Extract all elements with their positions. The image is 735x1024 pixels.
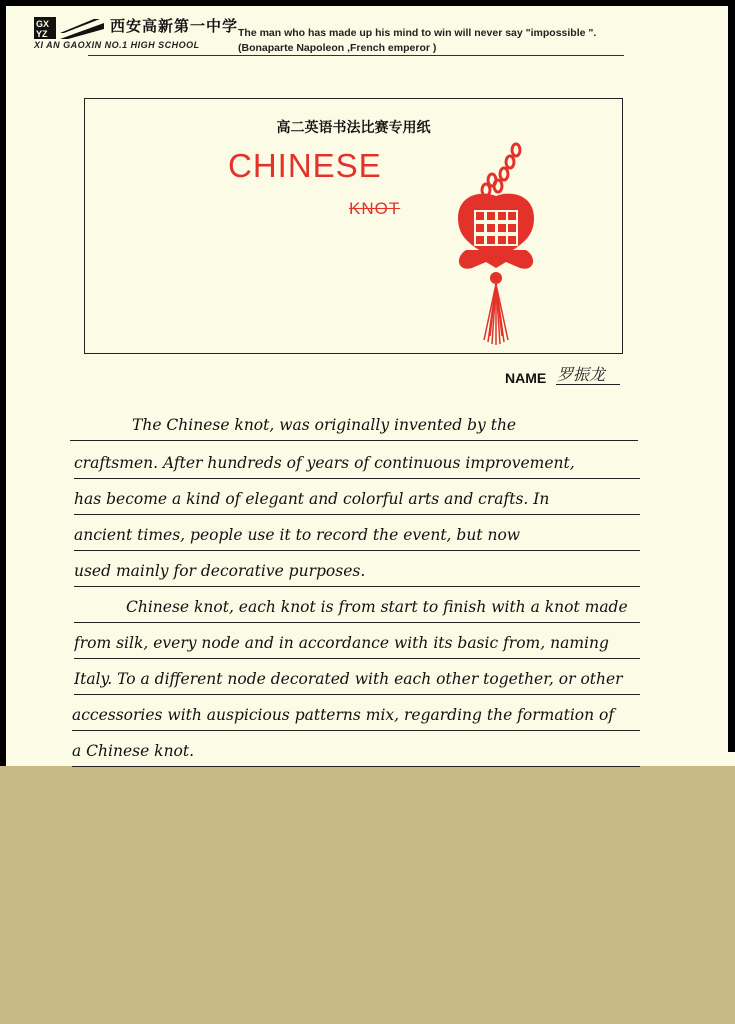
essay-line-5: used mainly for decorative purposes. [74, 558, 640, 587]
box-title: 高二英语书法比赛专用纸 [276, 120, 431, 136]
school-name: 西安高新第一中学 [110, 17, 239, 35]
essay-line-6: Chinese knot, each knot is from start to finish with a knot made [74, 594, 640, 623]
heading-chinese: CHINESE [228, 147, 382, 184]
essay-line-1: The Chinese knot, was originally invented by the [70, 412, 638, 441]
name-underline [556, 384, 620, 385]
school-name-en: XI AN GAOXIN NO.1 HIGH SCHOOL [34, 40, 200, 50]
motto-line-1: The man who has made up his mind to win will never say "impossible ". [238, 27, 597, 39]
header-divider [88, 55, 624, 56]
essay-line-10: a Chinese knot. [72, 738, 640, 767]
heading-knot: KNOT [349, 199, 401, 218]
motto-line-2: (Bonaparte Napoleon ,French emperor ) [238, 42, 437, 54]
motto [238, 26, 596, 56]
essay-line-2: craftsmen. After hundreds of years of continuous improvement, [74, 450, 640, 479]
chinese-knot-icon [446, 140, 546, 350]
backdrop [0, 766, 735, 1024]
name-label: NAME [505, 370, 547, 386]
name-value: 罗振龙 [557, 365, 606, 384]
svg-text:GX: GX [36, 19, 50, 29]
svg-text:YZ: YZ [36, 29, 48, 39]
essay-line-3: has become a kind of elegant and colorful arts and crafts. In [74, 486, 640, 515]
essay-line-8: Italy. To a different node decorated with each other together, or other [74, 666, 640, 695]
essay-line-9: accessories with auspicious patterns mix, regarding the formation of [72, 702, 640, 731]
essay-line-7: from silk, every node and in accordance with its basic from, naming [74, 630, 640, 659]
essay-line-4: ancient times, people use it to record the event, but now [74, 522, 640, 551]
